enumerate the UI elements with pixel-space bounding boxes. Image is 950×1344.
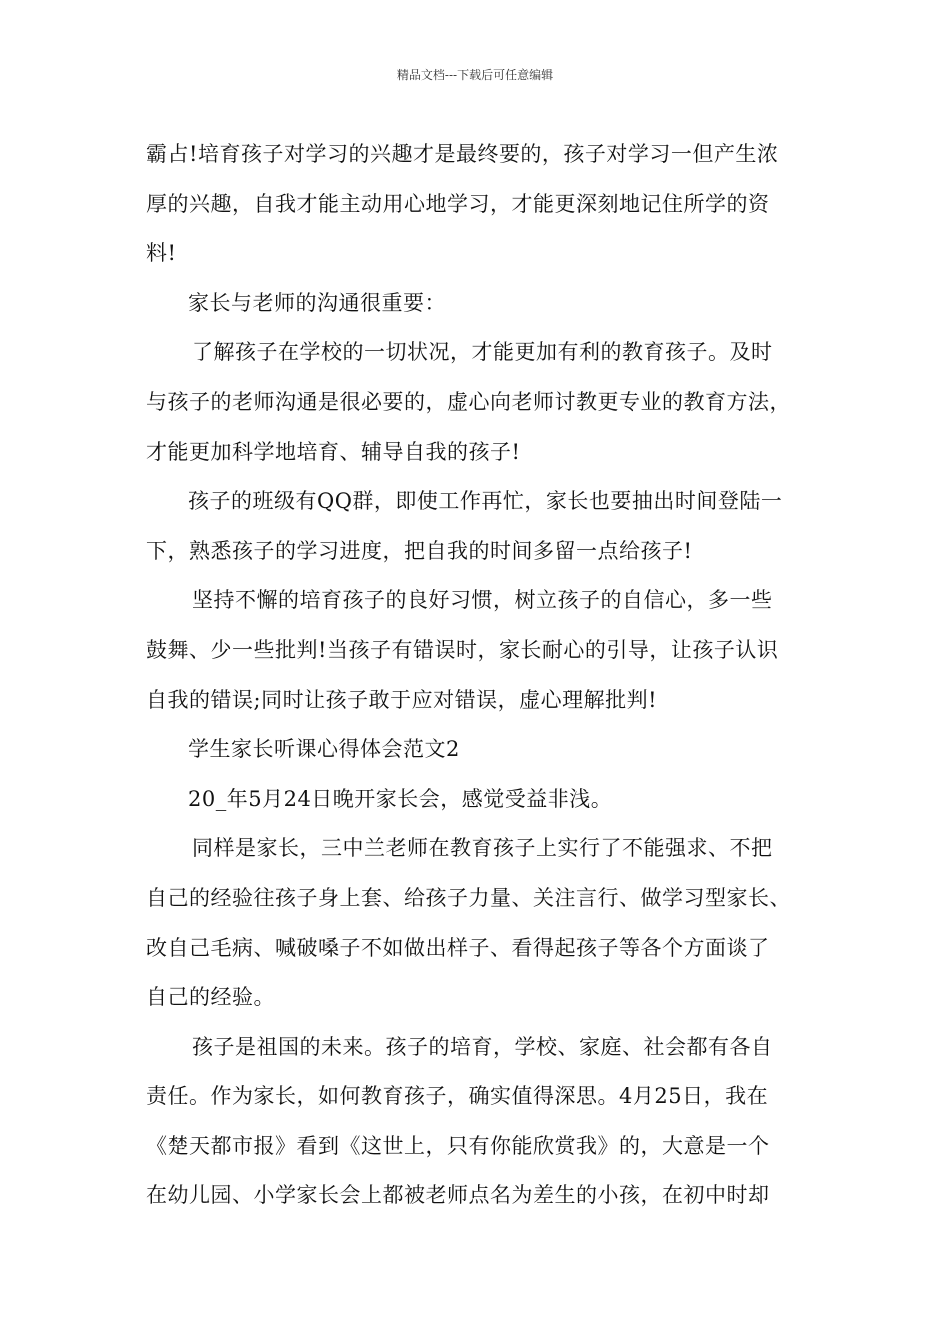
document-body (146, 130, 826, 1221)
text-line: 鼓舞、少一些批判!当孩子有错误时，家长耐心的引导，让孩子认识 (146, 637, 779, 662)
text-line: 下，熟悉孩子的学习进度，把自我的时间多留一点给孩子! (146, 538, 693, 563)
section-title: 学生家长听课心得体会范文2 (188, 737, 460, 762)
text-line: 料! (146, 241, 177, 266)
text-line: 了解孩子在学校的一切状况，才能更加有利的教育孩子。及时 (192, 340, 773, 365)
text-line: 坚持不懈的培育孩子的良好习惯，树立孩子的自信心，多一些 (192, 588, 773, 613)
text-line: 才能更加科学地培育、辅导自我的孩子! (146, 439, 521, 464)
text-line: 家长与老师的沟通很重要： (188, 290, 446, 315)
text-line: 责任。作为家长，如何教育孩子，确实值得深思。4月25日，我在 (146, 1084, 769, 1109)
text-line: 在幼儿园、小学家长会上都被老师点名为差生的小孩，在初中时却 (146, 1183, 770, 1208)
text-line: 自己的经验。 (146, 985, 275, 1010)
text-line: 与孩子的老师沟通是很必要的，虚心向老师讨教更专业的教育方法， (146, 389, 791, 414)
text-line: 孩子的班级有QQ群，即使工作再忙，家长也要抽出时间登陆一 (188, 489, 783, 514)
text-line: 自己的经验往孩子身上套、给孩子力量、关注言行、做学习型家长、 (146, 885, 791, 910)
text-line: 改自己毛病、喊破嗓子不如做出样子、看得起孩子等各个方面谈了 (146, 935, 770, 960)
text-line: 《楚天都市报》看到《这世上，只有你能欣赏我》的，大意是一个 (146, 1133, 770, 1158)
page-header: 精品文档---下载后可任意编辑 (396, 68, 554, 82)
text-line: 孩子是祖国的未来。孩子的培育，学校、家庭、社会都有各自 (192, 1034, 773, 1059)
text-line: 20_年5月24日晚开家长会，感觉受益非浅。 (188, 786, 613, 811)
text-line: 厚的兴趣，自我才能主动用心地学习，才能更深刻地记住所学的资 (146, 191, 770, 216)
text-line: 同样是家长，三中兰老师在教育孩子上实行了不能强求、不把 (192, 836, 773, 861)
text-line: 自我的错误;同时让孩子敢于应对错误，虚心理解批判! (146, 687, 658, 712)
text-line: 霸占!培育孩子对学习的兴趣才是最终要的，孩子对学习一但产生浓 (146, 142, 779, 166)
